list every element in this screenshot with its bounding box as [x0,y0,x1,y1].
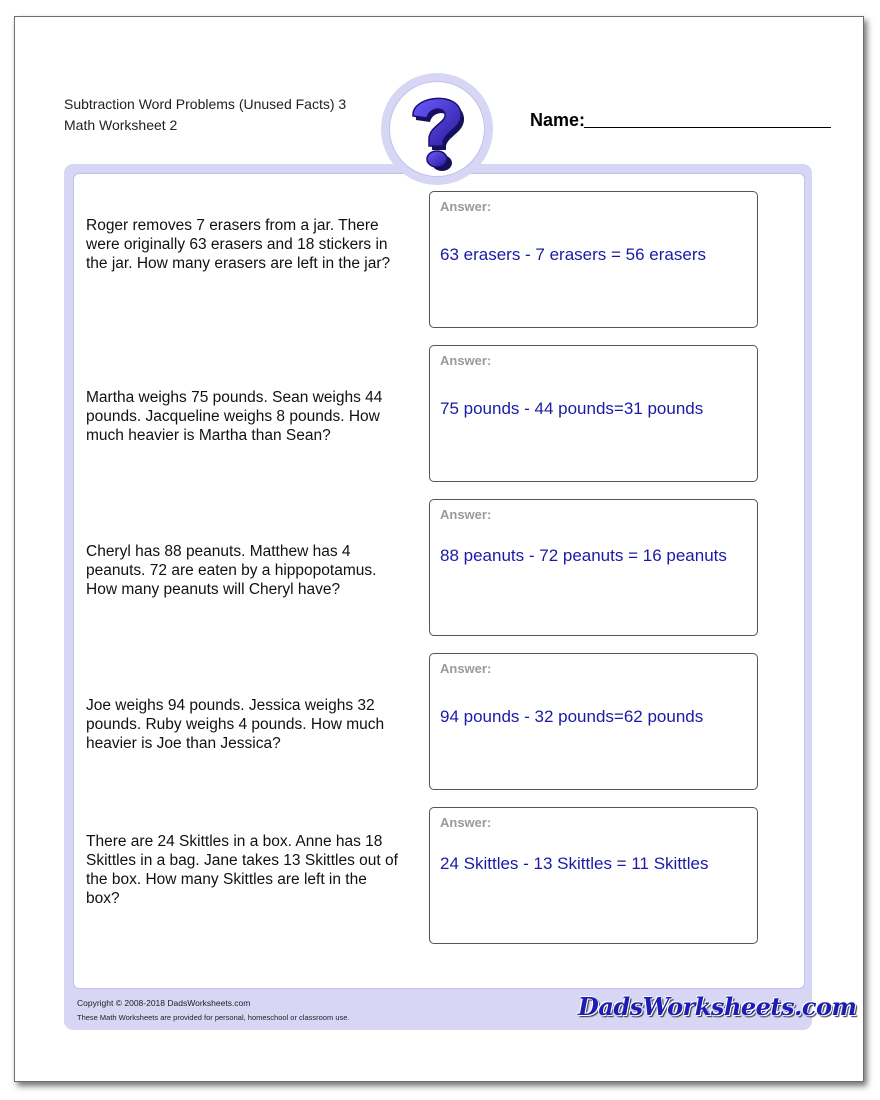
usage-text: These Math Worksheets are provided for personal, homeschool or classroom use. [77,1013,350,1022]
answer-label: Answer: [440,353,492,368]
question-2: Martha weighs 75 pounds. Sean weighs 44 pounds. Jacqueline weighs 8 pounds. How much heavier is Martha than Sean? [86,389,383,444]
question-3: Cheryl has 88 peanuts. Matthew has 4 peanuts. 72 are eaten by a hippopotamus. How many peanuts will Cheryl have? [86,543,377,598]
name-field-line [584,127,831,128]
question-4: Joe weighs 94 pounds. Jessica weighs 32 pounds. Ruby weighs 4 pounds. How much heavier is Joe than Jessica? [86,697,385,752]
answer-box-2[interactable] [429,345,758,482]
copyright-text: Copyright © 2008-2018 DadsWorksheets.com [77,998,251,1008]
answer-label: Answer: [440,815,492,830]
answer-text-2: 75 pounds - 44 pounds=31 pounds [440,399,704,418]
answer-label: Answer: [440,199,492,214]
question-1: Roger removes 7 erasers from a jar. There were originally 63 erasers and 18 stickers in the jar. How many erasers are left in the jar? [86,217,391,272]
answer-label: Answer: [440,661,492,676]
answer-text-3: 88 peanuts - 72 peanuts = 16 peanuts [440,546,727,565]
answer-text-4: 94 pounds - 32 pounds=62 pounds [440,707,704,726]
answer-text-1: 63 erasers - 7 erasers = 56 erasers [440,245,706,264]
question-mark-icon [395,84,479,174]
brand-logo[interactable]: DadsWorksheets.com [578,992,857,1021]
question-5: There are 24 Skittles in a box. Anne has 18 Skittles in a bag. Jane takes 13 Skittles out of the box. How many Skittles are left in the box? [86,833,398,907]
answer-box-1[interactable] [429,191,758,328]
worksheet-title: Subtraction Word Problems (Unused Facts) 3 [64,96,347,112]
answer-label: Answer: [440,507,492,522]
answer-text-5: 24 Skittles - 13 Skittles = 11 Skittles [440,854,709,873]
worksheet-subtitle: Math Worksheet 2 [64,117,178,133]
answer-box-4[interactable] [429,653,758,790]
answer-box-5[interactable] [429,807,758,944]
answer-box-3[interactable] [429,499,758,636]
name-label: Name: [530,110,586,130]
